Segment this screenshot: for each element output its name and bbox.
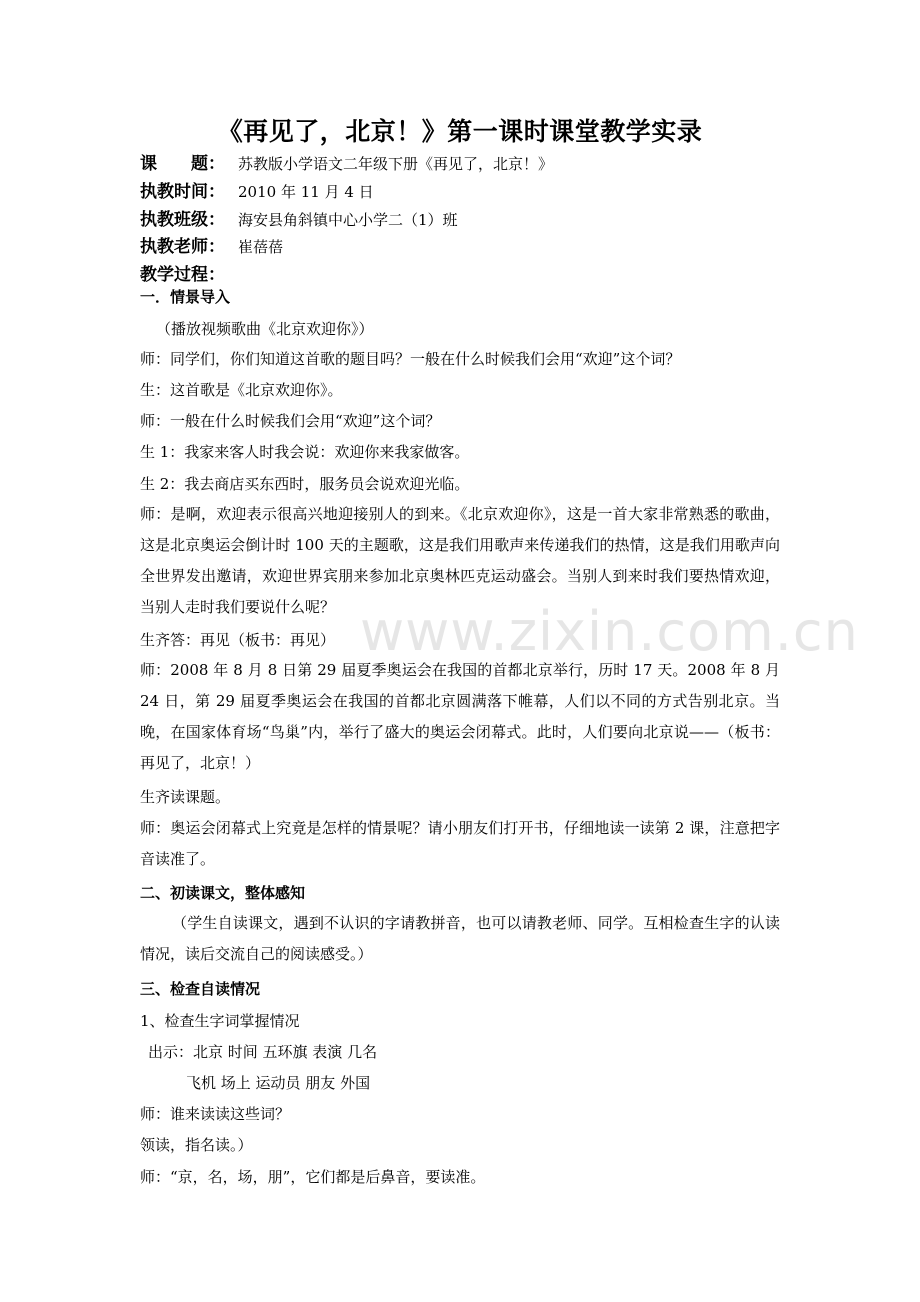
text-line: 师：谁来读读这些词？ [140,1105,291,1123]
teacher-value: 崔蓓蓓 [238,238,284,256]
text-line: 师：“京，名，场，朋”，它们都是后鼻音，要读准。 [140,1168,486,1186]
class-value: 海安县角斜镇中心小学二（1）班 [238,211,458,229]
class-label: 执教班级： [140,210,225,230]
time-value: 2010 年 11 月 4 日 [238,183,374,201]
text-line: 领读，指名读。） [140,1136,253,1154]
text-line: 师：同学们，你们知道这首歌的题目吗？一般在什么时候我们会用“欢迎”这个词？ [140,350,681,368]
teacher-label: 执教老师： [140,237,225,257]
text-line: 生 2：我去商店买东西时，服务员会说欢迎光临。 [140,475,470,493]
process-label: 教学过程： [140,265,225,285]
paragraph: 师：2008 年 8 月 8 日第 29 届夏季奥运会在我国的首都北京举行，历时 17 天。2008 年 8 月 24 日，第 29 届夏季奥运会在我国的首都北京圆满落下帷幕，人们以不同的方式告别北京。当晚，在国家体育场“鸟巢”内，举行了盛大的奥运会闭幕式。此时，人们要向北京说——（板书：再见了，北京！） [140,661,780,772]
topic-value: 苏教版小学语文二年级下册《再见了，北京！》 [238,155,554,173]
text-line: 出示：北京 时间 五环旗 表演 几名 [148,1043,378,1061]
text-line: （播放视频歌曲《北京欢迎你》） [156,320,374,338]
meta-topic [140,149,553,174]
section2-heading: 二、初读课文，整体感知 [140,884,306,902]
meta-time [140,177,374,202]
meta-process [140,260,225,285]
text-line: 生齐答：再见（板书：再见） [140,631,336,649]
meta-class [140,205,458,230]
topic-label: 课 题： [140,154,225,174]
text-line: 生齐读课题。 [140,788,231,806]
meta-teacher [140,232,283,257]
paragraph: 师：是啊，欢迎表示很高兴地迎接别人的到来。《北京欢迎你》，这是一首大家非常熟悉的歌曲，这是北京奥运会倒计时 100 天的主题歌，这是我们用歌声来传递我们的热情，这是我们用歌声向全世界发出邀请，欢迎世界宾朋来参加北京奥林匹克运动盛会。当别人到来时我们要热情欢迎，当别人走时我们要说什么呢？ [140,505,780,616]
text-line: 1、检查生字词掌握情况 [140,1012,300,1030]
section1-heading: 一．情景导入 [140,288,231,306]
watermark: www.zixin.com.cn [360,600,859,663]
text-line: 飞机 场上 运动员 朋友 外国 [186,1074,371,1092]
paragraph: 师：奥运会闭幕式上究竟是怎样的情景呢？请小朋友们打开书，仔细地读一读第 2 课，注意把字音读准了。 [140,819,780,868]
section3-heading: 三、检查自读情况 [140,980,261,998]
time-label: 执教时间： [140,182,225,202]
text-line: 师：一般在什么时候我们会用“欢迎”这个词？ [140,412,441,430]
document-title: 《再见了，北京！》第一课时课堂教学实录 [217,117,703,146]
paragraph: （学生自读课文，遇到不认识的字请教拼音，也可以请教老师、同学。互相检查生字的认读情况，读后交流自己的阅读感受。） [140,914,780,963]
text-line: 生：这首歌是《北京欢迎你》。 [140,381,343,399]
text-line: 生 1：我家来客人时我会说：欢迎你来我家做客。 [140,443,470,461]
